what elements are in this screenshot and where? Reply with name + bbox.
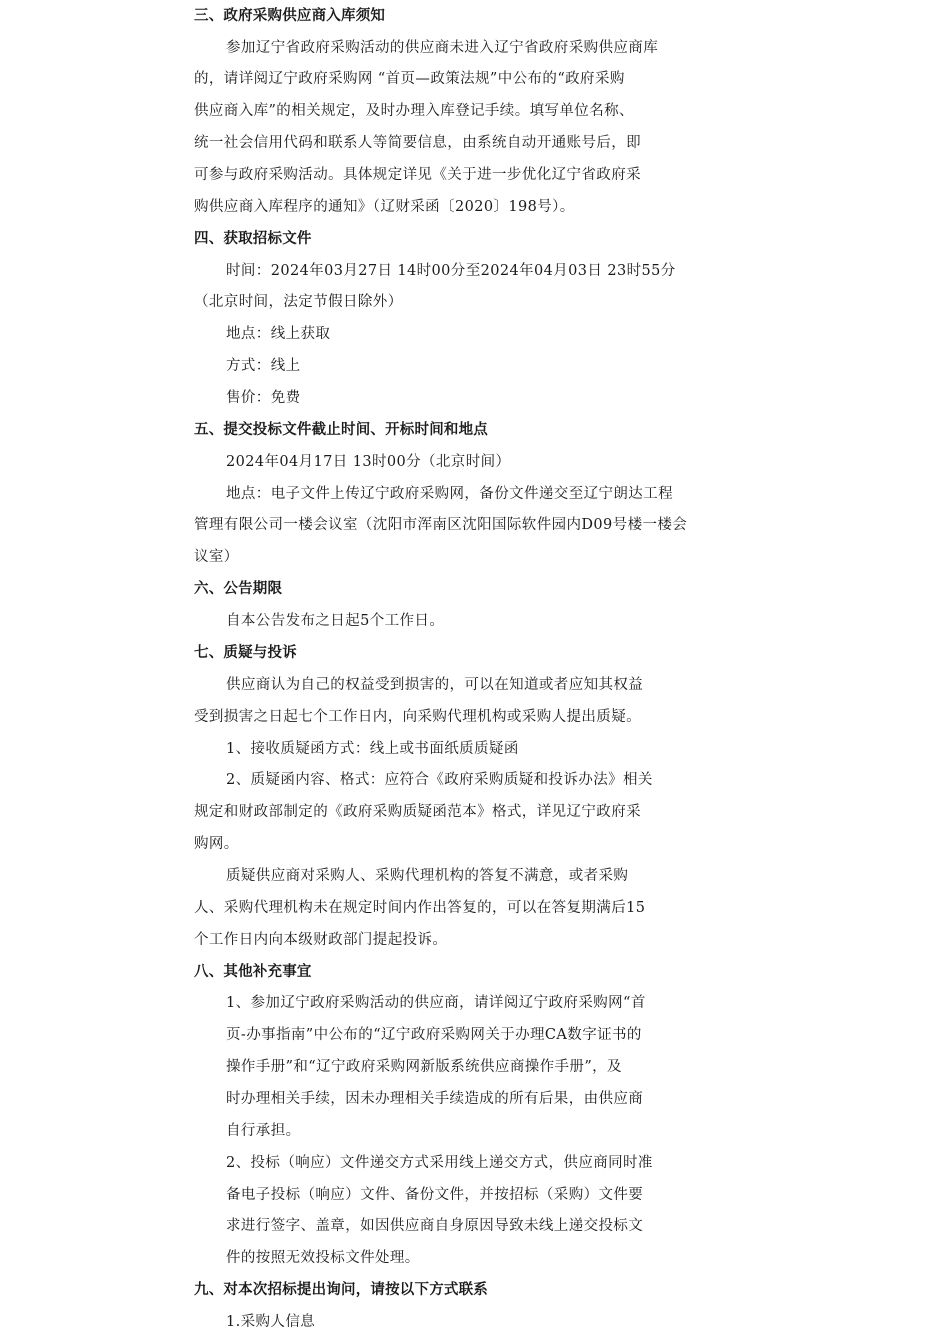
- paragraph-line: 的，请详阅辽宁政府采购网 “首页—政策法规”中公布的“政府采购: [194, 71, 625, 87]
- section-heading: 四、获取招标文件: [194, 231, 312, 247]
- paragraph-line: 件的按照无效投标文件处理。: [226, 1250, 420, 1266]
- section-heading: 八、其他补充事宜: [194, 964, 312, 980]
- paragraph-line: 时办理相关手续，因未办理相关手续造成的所有后果，由供应商: [226, 1091, 644, 1107]
- paragraph-line: 受到损害之日起七个工作日内，向采购代理机构或采购人提出质疑。: [194, 709, 641, 725]
- paragraph-line: 页-办事指南”中公布的“辽宁政府采购网关于办理CA数字证书的: [226, 1027, 642, 1043]
- time-note: （北京时间，法定节假日除外）: [194, 294, 403, 310]
- price-line: 售价：免费: [226, 390, 301, 406]
- sub-heading: 1.采购人信息: [226, 1314, 316, 1330]
- paragraph-line: 规定和财政部制定的《政府采购质疑函范本》格式，详见辽宁政府采: [194, 804, 641, 820]
- list-item: 1、接收质疑函方式：线上或书面纸质质疑函: [226, 741, 519, 757]
- deadline-line: 2024年04月17日 13时00分（北京时间）: [226, 454, 511, 470]
- paragraph-line: 操作手册”和“辽宁政府采购网新版系统供应商操作手册”，及: [226, 1059, 622, 1075]
- section-heading: 六、公告期限: [194, 581, 283, 597]
- section-heading: 七、质疑与投诉: [194, 645, 297, 661]
- time-line: 时间：2024年03月27日 14时00分至2024年04月03日 23时55分: [226, 263, 676, 279]
- place-line: 地点：线上获取: [226, 326, 331, 342]
- paragraph-line: 可参与政府采购活动。具体规定详见《关于进一步优化辽宁省政府采: [194, 167, 641, 183]
- method-line: 方式：线上: [226, 358, 301, 374]
- paragraph-line: 参加辽宁省政府采购活动的供应商未进入辽宁省政府采购供应商库: [226, 40, 659, 56]
- paragraph-line: 备电子投标（响应）文件、备份文件，并按招标（采购）文件要: [226, 1187, 644, 1203]
- section-heading: 五、提交投标文件截止时间、开标时间和地点: [194, 422, 488, 438]
- list-item: 2、质疑函内容、格式：应符合《政府采购质疑和投诉办法》相关: [226, 772, 653, 788]
- paragraph-line: 求进行签字、盖章，如因供应商自身原因导致未线上递交投标文: [226, 1218, 644, 1234]
- paragraph-line: 自本公告发布之日起5个工作日。: [226, 613, 445, 629]
- paragraph-line: 地点：电子文件上传辽宁政府采购网，备份文件递交至辽宁朗达工程: [226, 486, 673, 502]
- paragraph-line: 议室）: [194, 549, 239, 565]
- paragraph-line: 统一社会信用代码和联系人等简要信息，由系统自动开通账号后，即: [194, 135, 641, 151]
- paragraph-line: 人、采购代理机构未在规定时间内作出答复的，可以在答复期满后15: [194, 900, 646, 916]
- paragraph-line: 购供应商入库程序的通知》（辽财采函〔2020〕198号）。: [194, 199, 575, 215]
- paragraph-line: 个工作日内向本级财政部门提起投诉。: [194, 932, 448, 948]
- paragraph-line: 供应商入库”的相关规定，及时办理入库登记手续。填写单位名称、: [194, 103, 634, 119]
- section-heading: 三、政府采购供应商入库须知: [194, 8, 386, 24]
- paragraph-line: 供应商认为自己的权益受到损害的，可以在知道或者应知其权益: [226, 677, 644, 693]
- paragraph-line: 质疑供应商对采购人、采购代理机构的答复不满意，或者采购: [226, 868, 629, 884]
- list-item: 2、投标（响应）文件递交方式采用线上递交方式，供应商同时准: [226, 1155, 653, 1171]
- section-heading: 九、对本次招标提出询问，请按以下方式联系: [194, 1282, 488, 1298]
- paragraph-line: 购网。: [194, 836, 239, 852]
- paragraph-line: 管理有限公司一楼会议室（沈阳市浑南区沈阳国际软件园内D09号楼一楼会: [194, 517, 688, 533]
- list-item: 1、参加辽宁政府采购活动的供应商，请详阅辽宁政府采购网“首: [226, 995, 646, 1011]
- paragraph-line: 自行承担。: [226, 1123, 301, 1139]
